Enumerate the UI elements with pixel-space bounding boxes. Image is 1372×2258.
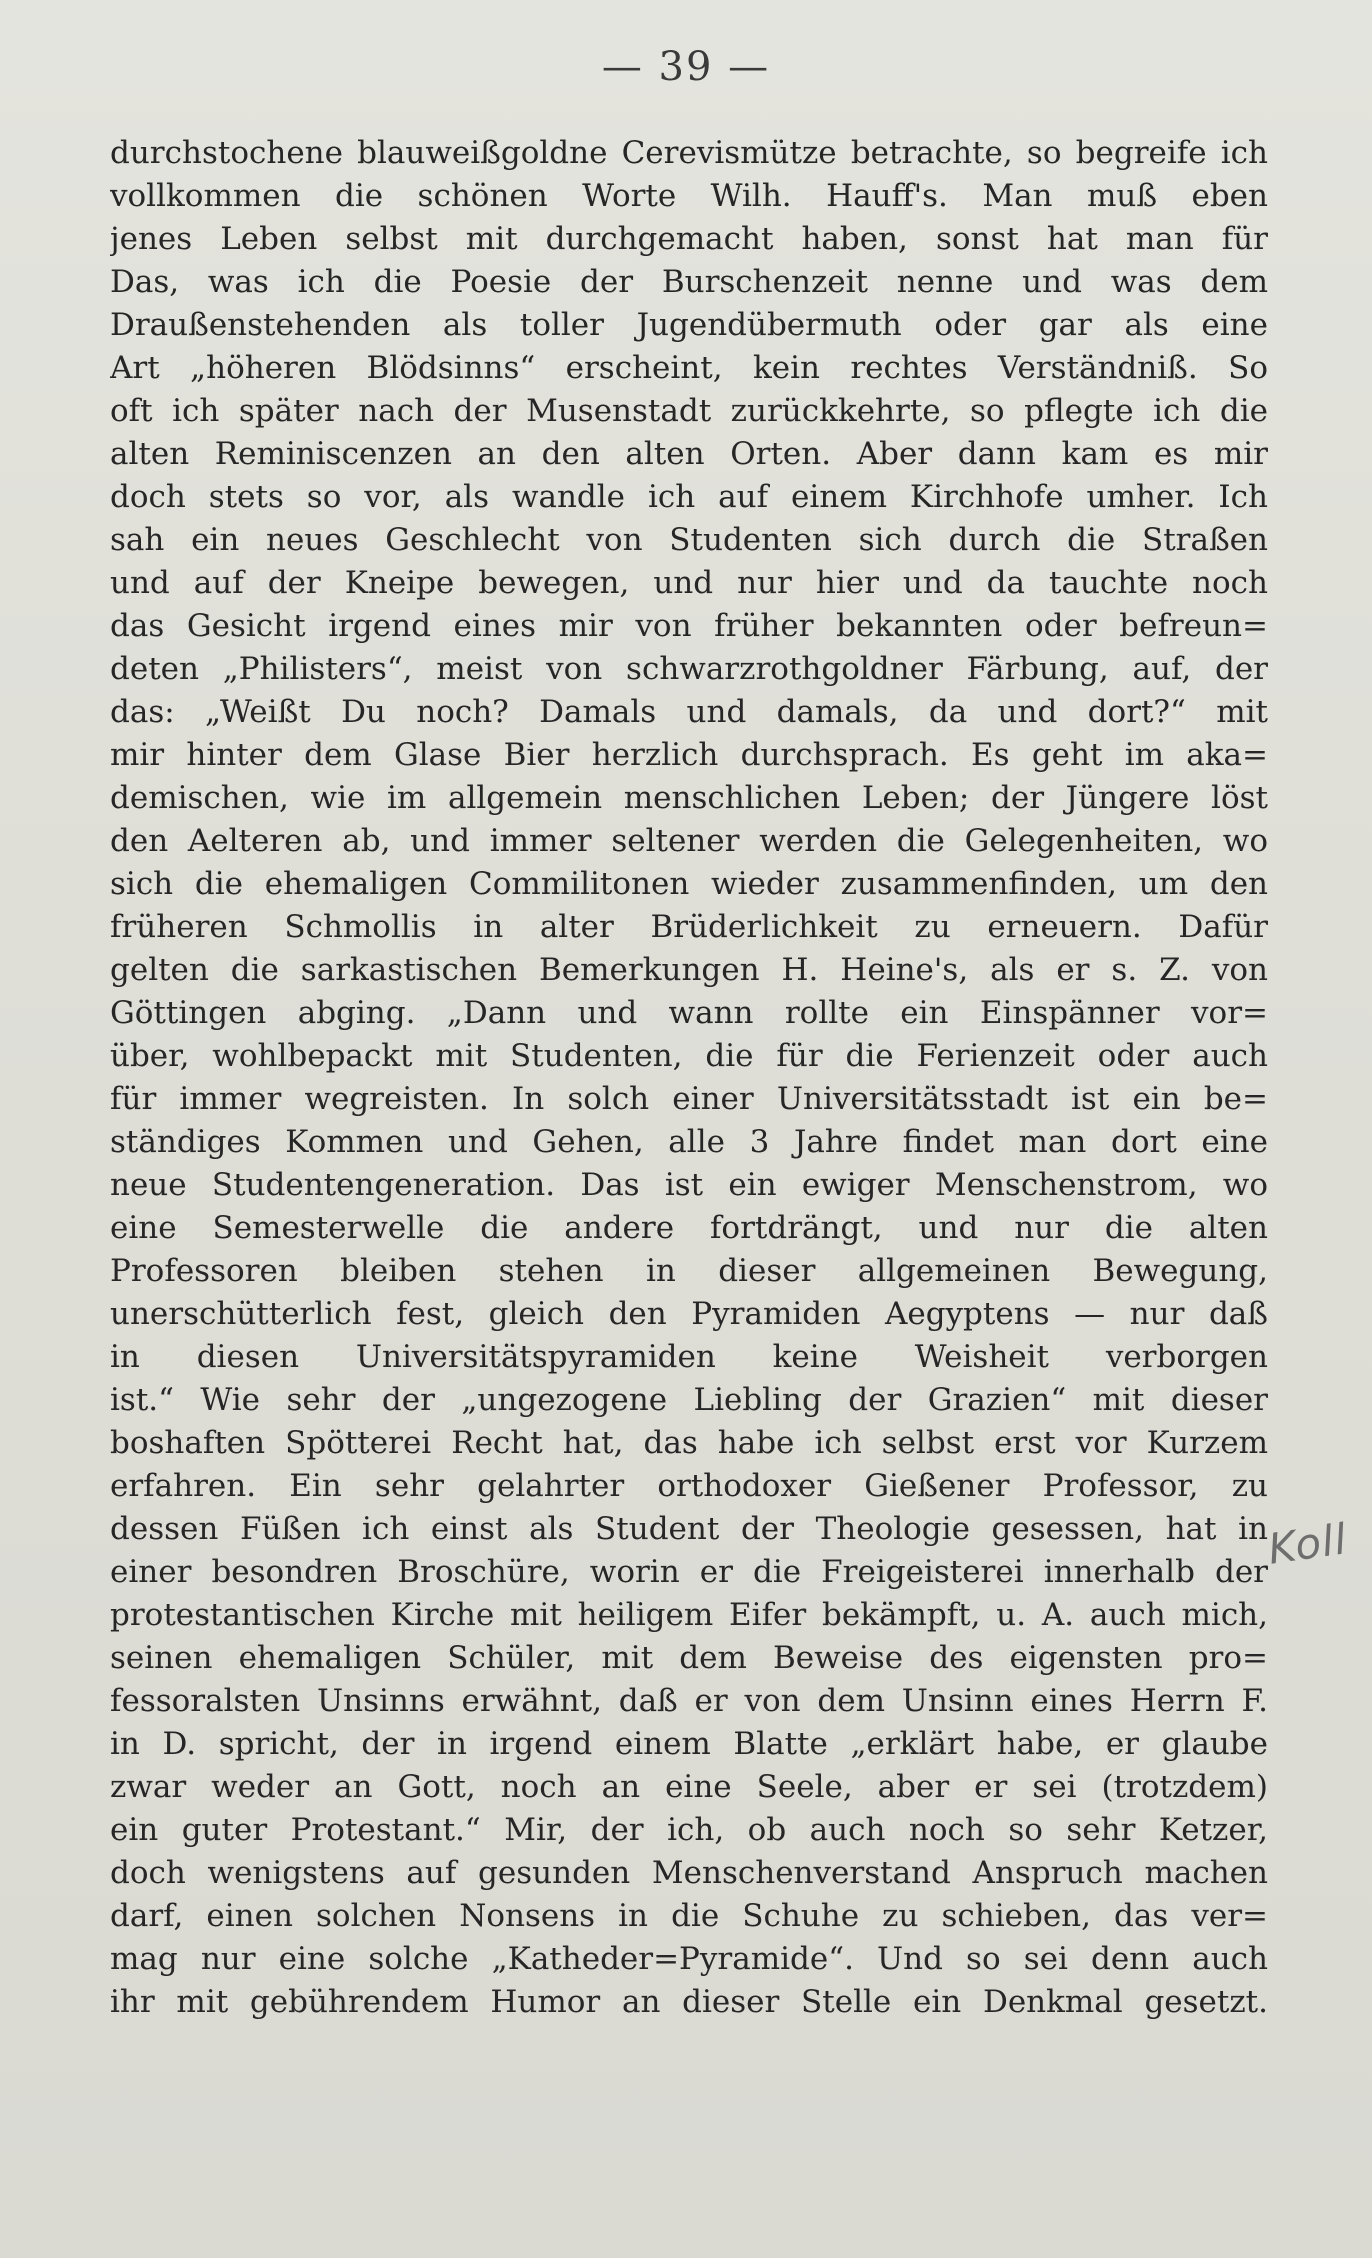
- text-line: den Aelteren ab, und immer seltener werden die Gelegenheiten, wo: [110, 823, 1268, 859]
- text-line: sah ein neues Geschlecht von Studenten sich durch die Straßen: [110, 522, 1268, 558]
- text-line: gelten die sarkastischen Bemerkungen H. Heine's, als er s. Z. von: [110, 952, 1268, 988]
- text-line: in diesen Universitätspyramiden keine Weisheit verborgen: [110, 1339, 1268, 1375]
- text-line: fessoralsten Unsinns erwähnt, daß er von dem Unsinn eines Herrn F.: [110, 1683, 1268, 1719]
- text-line: Göttingen abging. „Dann und wann rollte ein Einspänner vor=: [110, 995, 1268, 1031]
- text-line: vollkommen die schönen Worte Wilh. Hauff's. Man muß eben: [110, 178, 1268, 214]
- text-line: demischen, wie im allgemein menschlichen Leben; der Jüngere löst: [110, 780, 1268, 816]
- text-line: sich die ehemaligen Commilitonen wieder zusammenfinden, um den: [110, 866, 1268, 902]
- text-line: deten „Philisters“, meist von schwarzrothgoldner Färbung, auf, der: [110, 651, 1268, 687]
- text-line: Professoren bleiben stehen in dieser allgemeinen Bewegung,: [110, 1253, 1268, 1289]
- text-line: ständiges Kommen und Gehen, alle 3 Jahre findet man dort eine: [110, 1124, 1268, 1160]
- text-line: Das, was ich die Poesie der Burschenzeit nenne und was dem: [110, 264, 1268, 300]
- text-line: eine Semesterwelle die andere fortdrängt, und nur die alten: [110, 1210, 1268, 1246]
- text-line: seinen ehemaligen Schüler, mit dem Beweise des eigensten pro=: [110, 1640, 1268, 1676]
- text-line: für immer wegreisten. In solch einer Universitätsstadt ist ein be=: [110, 1081, 1268, 1117]
- text-line: und auf der Kneipe bewegen, und nur hier und da tauchte noch: [110, 565, 1268, 601]
- text-line: einer besondren Broschüre, worin er die Freigeisterei innerhalb der: [110, 1554, 1268, 1590]
- text-line: erfahren. Ein sehr gelahrter orthodoxer Gießener Professor, zu: [110, 1468, 1268, 1504]
- text-line: protestantischen Kirche mit heiligem Eifer bekämpft, u. A. auch mich,: [110, 1597, 1268, 1633]
- body-text: [110, 132, 1268, 2024]
- text-line: in D. spricht, der in irgend einem Blatte „erklärt habe, er glaube: [110, 1726, 1268, 1762]
- text-line: Draußenstehenden als toller Jugendübermuth oder gar als eine: [110, 307, 1268, 343]
- text-line: neue Studentengeneration. Das ist ein ewiger Menschenstrom, wo: [110, 1167, 1268, 1203]
- text-line: früheren Schmollis in alter Brüderlichkeit zu erneuern. Dafür: [110, 909, 1268, 945]
- text-line: ist.“ Wie sehr der „ungezogene Liebling der Grazien“ mit dieser: [110, 1382, 1268, 1418]
- text-line: boshaften Spötterei Recht hat, das habe ich selbst erst vor Kurzem: [110, 1425, 1268, 1461]
- text-line: mir hinter dem Glase Bier herzlich durchsprach. Es geht im aka=: [110, 737, 1268, 773]
- text-line: darf, einen solchen Nonsens in die Schuhe zu schieben, das ver=: [110, 1898, 1268, 1934]
- page-number: — 39 —: [601, 44, 771, 90]
- text-line: das Gesicht irgend eines mir von früher bekannten oder befreun=: [110, 608, 1268, 644]
- text-line: jenes Leben selbst mit durchgemacht haben, sonst hat man für: [110, 221, 1268, 257]
- text-line: zwar weder an Gott, noch an eine Seele, aber er sei (trotzdem): [110, 1769, 1268, 1805]
- text-line: Art „höheren Blödsinns“ erscheint, kein rechtes Verständniß. So: [110, 350, 1268, 386]
- text-line: durchstochene blauweißgoldne Cerevismütze betrachte, so begreife ich: [110, 135, 1268, 171]
- text-line: ihr mit gebührendem Humor an dieser Stelle ein Denkmal gesetzt.: [110, 1984, 1268, 2020]
- handwritten-margin-note: Koll: [1265, 1514, 1351, 1574]
- text-line: das: „Weißt Du noch? Damals und damals, da und dort?“ mit: [110, 694, 1268, 730]
- text-line: über, wohlbepackt mit Studenten, die für die Ferienzeit oder auch: [110, 1038, 1268, 1074]
- text-line: doch wenigstens auf gesunden Menschenverstand Anspruch machen: [110, 1855, 1268, 1891]
- text-line: alten Reminiscenzen an den alten Orten. Aber dann kam es mir: [110, 436, 1268, 472]
- text-line: doch stets so vor, als wandle ich auf einem Kirchhofe umher. Ich: [110, 479, 1268, 515]
- text-line: ein guter Protestant.“ Mir, der ich, ob auch noch so sehr Ketzer,: [110, 1812, 1268, 1848]
- text-line: oft ich später nach der Musenstadt zurückkehrte, so pflegte ich die: [110, 393, 1268, 429]
- text-line: unerschütterlich fest, gleich den Pyramiden Aegyptens — nur daß: [110, 1296, 1268, 1332]
- text-line: dessen Füßen ich einst als Student der Theologie gesessen, hat in: [110, 1511, 1268, 1547]
- text-line: mag nur eine solche „Katheder=Pyramide“. Und so sei denn auch: [110, 1941, 1268, 1977]
